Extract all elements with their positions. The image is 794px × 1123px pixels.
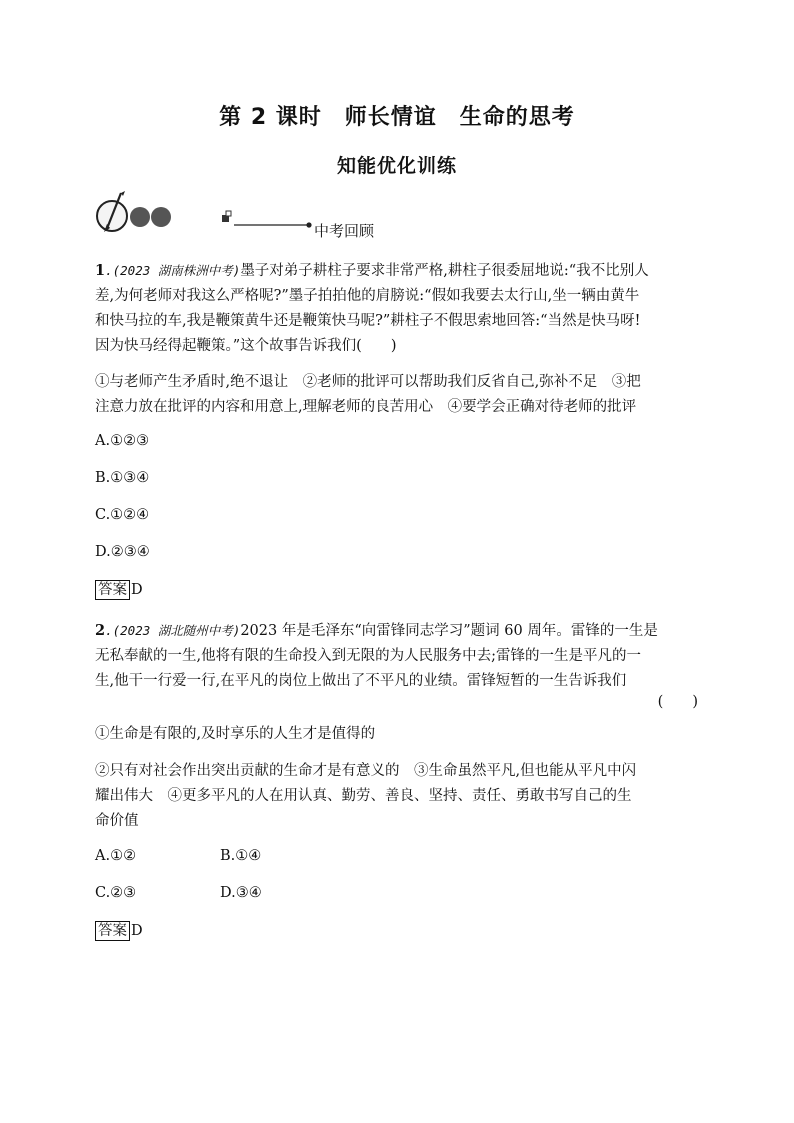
option-a: A.①②③ (95, 433, 150, 449)
stem-line: 因为快马经得起鞭策。”这个故事告诉我们( ) (95, 338, 397, 354)
option-b: B.①④ (220, 848, 262, 864)
question-number: 2 (95, 622, 106, 639)
option-a: A.①② (95, 848, 137, 864)
answer-value: D (131, 923, 143, 939)
statement-line: ①生命是有限的,及时享乐的人生才是值得的 (95, 726, 376, 742)
stem-line: 2023 年是毛泽东“向雷锋同志学习”题词 60 周年。雷锋的一生是 (240, 623, 658, 639)
question-number: 1 (95, 262, 106, 279)
question-2-statements (95, 759, 700, 834)
stem-line: 差,为何老师对我这么严格呢?”墨子拍拍他的肩膀说:“假如我要去太行山,坐一辆由黄牛 (95, 288, 640, 304)
statement-line: 注意力放在批评的内容和用意上,理解老师的良苦用心 ④要学会正确对待老师的批评 (95, 399, 637, 415)
answer-label: 答案 (95, 580, 130, 600)
question-1-stem (95, 258, 700, 359)
question-source: .(2023 湖南株洲中考) (105, 263, 241, 278)
page-subtitle: 知能优化训练 (336, 155, 457, 177)
answer-paren: ( ) (657, 694, 698, 710)
answer-row (95, 580, 143, 600)
question-1-statements (95, 370, 700, 420)
answer-row (95, 921, 143, 941)
statement-line: ①与老师产生矛盾时,绝不退让 ②老师的批评可以帮助我们反省自己,弥补不足 ③把 (95, 374, 641, 390)
stem-line: 和快马拉的车,我是鞭策黄牛还是鞭策快马呢?”耕柱子不假思索地回答:“当然是快马呀! (95, 313, 641, 329)
option-d: D.②③④ (95, 544, 150, 560)
question-source: .(2023 湖北随州中考) (105, 623, 241, 638)
statement-line: 耀出伟大 ④更多平凡的人在用认真、勤劳、善良、坚持、责任、勇敢书写自己的生 (95, 788, 632, 804)
option-b: B.①③④ (95, 470, 150, 486)
answer-value: D (131, 582, 143, 598)
question-2-stem (95, 618, 700, 694)
option-c: C.①②④ (95, 507, 150, 523)
section-label: 中考回顾 (314, 222, 375, 240)
answer-label: 答案 (95, 921, 130, 941)
stem-line: 生,他干一行爱一行,在平凡的岗位上做出了不平凡的业绩。雷锋短暂的一生告诉我们 (95, 673, 627, 689)
statement-line: ②只有对社会作出突出贡献的生命才是有意义的 ③生命虽然平凡,但也能从平凡中闪 (95, 763, 637, 779)
page-title: 第 2 课时 师长情谊 生命的思考 (219, 105, 575, 130)
option-c: C.②③ (95, 885, 137, 901)
statement-line: 命价值 (95, 813, 139, 829)
option-d: D.③④ (220, 885, 262, 901)
stem-line: 墨子对弟子耕柱子要求非常严格,耕柱子很委屈地说:“我不比别人 (240, 263, 649, 279)
stem-line: 无私奉献的一生,他将有限的生命投入到无限的为人民服务中去;雷锋的一生是平凡的一 (95, 648, 641, 664)
